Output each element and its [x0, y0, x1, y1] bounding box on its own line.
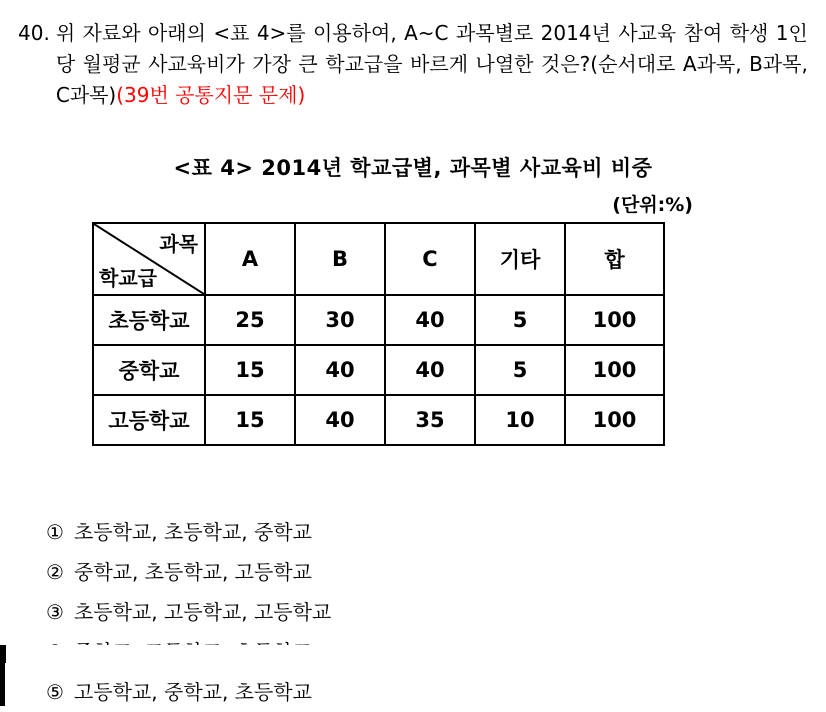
table-row [93, 295, 664, 345]
cell-high-a: 15 [205, 395, 295, 445]
cell-middle-c: 40 [385, 345, 475, 395]
page-clip-strip [0, 645, 826, 663]
cell-elementary-c: 40 [385, 295, 475, 345]
choice-text-5: 고등학교, 중학교, 초등학교 [74, 680, 312, 704]
choice-3[interactable] [46, 592, 746, 632]
table-row [93, 345, 664, 395]
choice-list [46, 512, 746, 712]
table-col-header-etc: 기타 [475, 223, 565, 295]
row-label-middle: 중학교 [93, 345, 205, 395]
cell-middle-etc: 5 [475, 345, 565, 395]
cell-middle-a: 15 [205, 345, 295, 395]
row-label-elementary: 초등학교 [93, 295, 205, 345]
question-text-main: 위 자료와 아래의 <표 4>를 이용하여, A~C 과목별로 2014년 사교육 참여 학생 1인당 월평균 사교육비가 가장 큰 학교급을 바르게 나열한 것은?(순서대로 A과목, B과목, C과목) [55, 21, 808, 107]
choice-text-2: 중학교, 초등학교, 고등학교 [74, 560, 312, 584]
choice-1[interactable] [46, 512, 746, 552]
choice-marker-3: ③ [46, 600, 64, 624]
table-header-row [93, 223, 664, 295]
choice-2[interactable] [46, 552, 746, 592]
choice-5[interactable] [46, 672, 746, 712]
question-block [18, 18, 808, 111]
data-table [92, 222, 665, 446]
table-unit-label: (단위:%) [612, 194, 693, 216]
choice-text-3: 초등학교, 고등학교, 고등학교 [74, 600, 332, 624]
cell-high-c: 35 [385, 395, 475, 445]
table-row [93, 395, 664, 445]
row-label-high: 고등학교 [93, 395, 205, 445]
cell-elementary-b: 30 [295, 295, 385, 345]
question-text [56, 18, 808, 111]
table-corner-cell [93, 223, 205, 295]
corner-label-row: 학교급 [99, 266, 157, 290]
page-edge-mark [0, 645, 5, 706]
cell-elementary-total: 100 [565, 295, 664, 345]
choice-marker-2: ② [46, 560, 64, 584]
cell-elementary-etc: 5 [475, 295, 565, 345]
cell-high-etc: 10 [475, 395, 565, 445]
choice-marker-1: ① [46, 520, 64, 544]
cell-middle-b: 40 [295, 345, 385, 395]
table-col-header-total: 합 [565, 223, 664, 295]
table-caption: <표 4> 2014년 학교급별, 과목별 사교육비 비중 [173, 156, 653, 180]
cell-middle-total: 100 [565, 345, 664, 395]
table-col-header-c: C [385, 223, 475, 295]
cell-high-b: 40 [295, 395, 385, 445]
corner-label-column: 과목 [159, 232, 198, 256]
question-text-note: (39번 공통지문 문제) [116, 83, 306, 107]
choice-marker-5: ⑤ [46, 680, 64, 704]
cell-high-total: 100 [565, 395, 664, 445]
data-table-wrapper [92, 222, 665, 446]
table-col-header-a: A [205, 223, 295, 295]
choice-text-1: 초등학교, 초등학교, 중학교 [74, 520, 312, 544]
question-number: 40. [18, 21, 50, 45]
table-col-header-b: B [295, 223, 385, 295]
cell-elementary-a: 25 [205, 295, 295, 345]
